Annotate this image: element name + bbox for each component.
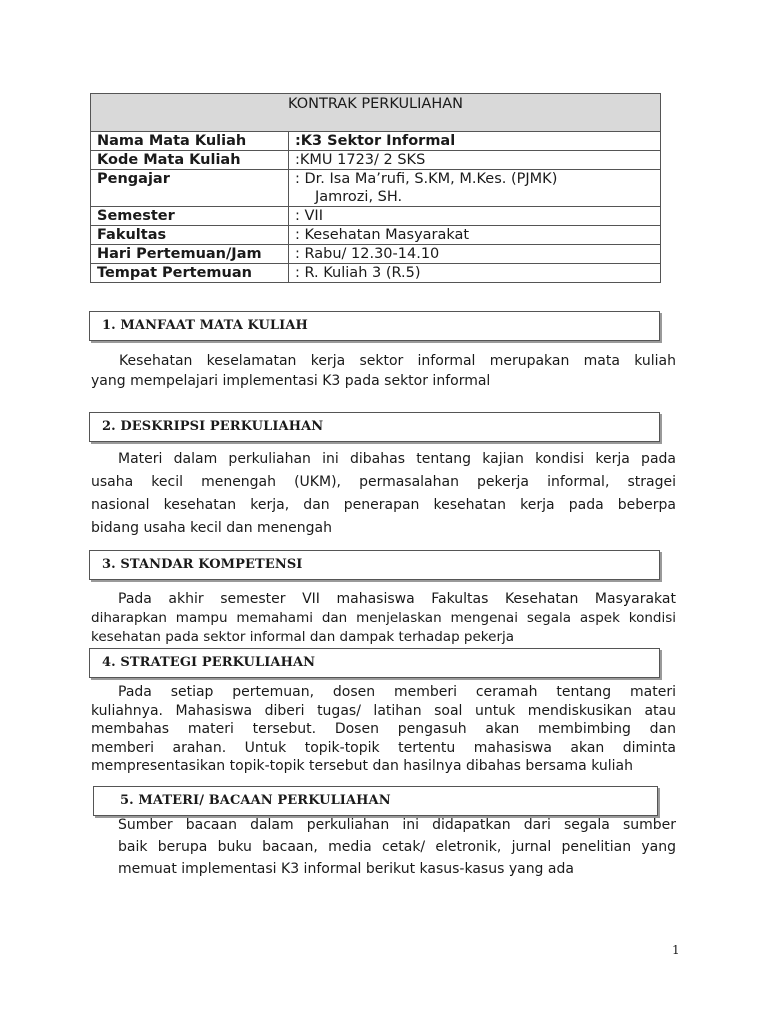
section-heading-description: 2. DESKRIPSI PERKULIAHAN bbox=[89, 412, 660, 442]
table-row bbox=[91, 226, 661, 245]
paragraph-line: usaha kecil menengah (UKM), permasalahan pekerja informal, stragei bbox=[91, 474, 676, 490]
row-value-lecturer bbox=[289, 170, 661, 207]
paragraph-line: Pada akhir semester VII mahasiswa Fakultas Kesehatan Masyarakat bbox=[118, 591, 676, 607]
row-label-lecturer: Pengajar bbox=[91, 170, 289, 207]
contract-table bbox=[90, 93, 661, 283]
section-heading-benefits: 1. MANFAAT MATA KULIAH bbox=[89, 311, 660, 341]
section-heading-competency: 3. STANDAR KOMPETENSI bbox=[89, 550, 660, 580]
row-label-meeting-day: Hari Pertemuan/Jam bbox=[91, 245, 289, 264]
page-number: 1 bbox=[672, 943, 680, 957]
paragraph-line: bidang usaha kecil dan menengah bbox=[91, 520, 332, 536]
table-row bbox=[91, 245, 661, 264]
row-value-faculty: : Kesehatan Masyarakat bbox=[289, 226, 661, 245]
paragraph-line: kuliahnya. Mahasiswa diberi tugas/ latihan soal untuk mendiskusikan atau bbox=[91, 702, 676, 719]
section-body-competency bbox=[91, 590, 676, 647]
row-label-meeting-place: Tempat Pertemuan bbox=[91, 264, 289, 283]
section-body-benefits bbox=[91, 351, 676, 391]
section-heading-materials: 5. MATERI/ BACAAN PERKULIAHAN bbox=[93, 786, 658, 816]
lecturer-secondary: Jamrozi, SH. bbox=[315, 189, 403, 205]
paragraph-line: nasional kesehatan kerja, dan penerapan kesehatan kerja pada beberpa bbox=[91, 497, 676, 513]
section-body-description bbox=[91, 448, 676, 540]
paragraph-line: baik berupa buku bacaan, media cetak/ eletronik, jurnal penelitian yang bbox=[118, 839, 676, 855]
section-body-strategy bbox=[91, 683, 676, 776]
row-label-course-code: Kode Mata Kuliah bbox=[91, 151, 289, 170]
table-row bbox=[91, 151, 661, 170]
paragraph-line: kesehatan pada sektor informal dan dampak terhadap pekerja bbox=[91, 629, 515, 645]
section-body-materials bbox=[91, 814, 676, 880]
paragraph-line: diharapkan mampu memahami dan menjelaskan mengenai segala aspek kondisi bbox=[91, 610, 676, 626]
row-value-course-code: :KMU 1723/ 2 SKS bbox=[289, 151, 661, 170]
row-value-meeting-day: : Rabu/ 12.30-14.10 bbox=[289, 245, 661, 264]
row-value-meeting-place: : R. Kuliah 3 (R.5) bbox=[289, 264, 661, 283]
row-label-faculty: Fakultas bbox=[91, 226, 289, 245]
paragraph-line: membahas materi tersebut. Dosen pengasuh akan membimbing dan bbox=[91, 721, 676, 737]
section-heading-strategy: 4. STRATEGI PERKULIAHAN bbox=[89, 648, 660, 678]
paragraph-line: memberi arahan. Untuk topik-topik tertentu mahasiswa akan diminta bbox=[91, 739, 676, 756]
table-row bbox=[91, 207, 661, 226]
paragraph-line: mempresentasikan topik-topik tersebut dan hasilnya dibahas bersama kuliah bbox=[91, 758, 633, 774]
row-label-course-name: Nama Mata Kuliah bbox=[91, 132, 289, 151]
paragraph-line: Kesehatan keselamatan kerja sektor informal merupakan mata kuliah bbox=[119, 353, 676, 369]
row-value-semester: : VII bbox=[289, 207, 661, 226]
table-row bbox=[91, 170, 661, 207]
row-value-course-name: :K3 Sektor Informal bbox=[289, 132, 661, 151]
table-row bbox=[91, 264, 661, 283]
row-label-semester: Semester bbox=[91, 207, 289, 226]
paragraph-line: yang mempelajari implementasi K3 pada sektor informal bbox=[91, 373, 491, 389]
table-row bbox=[91, 132, 661, 151]
contract-title: KONTRAK PERKULIAHAN bbox=[91, 94, 661, 132]
paragraph-line: memuat implementasi K3 informal berikut kasus-kasus yang ada bbox=[118, 861, 574, 877]
paragraph-line: Pada setiap pertemuan, dosen memberi ceramah tentang materi bbox=[118, 684, 676, 700]
lecturer-primary: : Dr. Isa Ma’rufi, S.KM, M.Kes. (PJMK) bbox=[295, 171, 558, 187]
paragraph-line: Sumber bacaan dalam perkuliahan ini didapatkan dari segala sumber bbox=[118, 817, 676, 833]
paragraph-line: Materi dalam perkuliahan ini dibahas tentang kajian kondisi kerja pada bbox=[118, 451, 676, 467]
